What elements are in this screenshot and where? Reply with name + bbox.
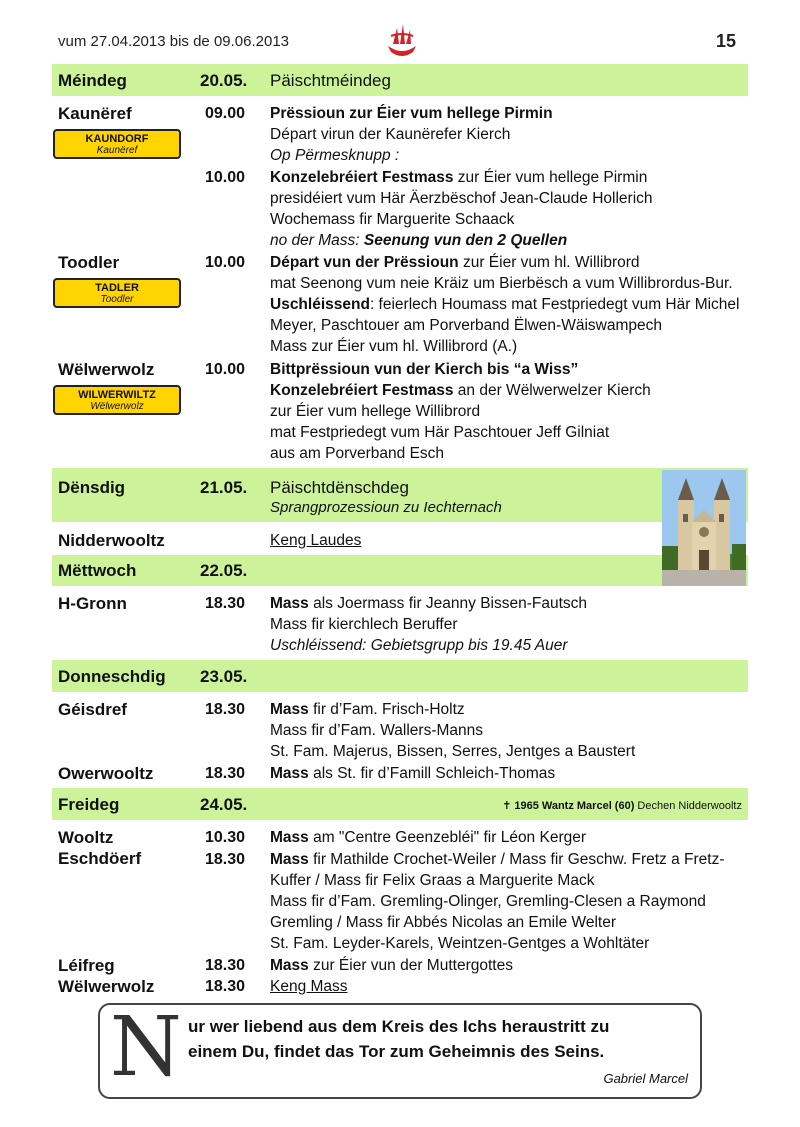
memorial-note <box>502 799 742 812</box>
event-line: Mass fir kierchlech Beruffer <box>270 616 458 633</box>
date-range: vum 27.04.2013 bis de 09.06.2013 <box>58 33 290 50</box>
time: 10.30 <box>205 829 246 846</box>
event-line <box>270 382 651 400</box>
town-sign <box>53 129 181 159</box>
event-line: Kuffer / Mass fir Felix Graas a Marguerite Mack <box>270 872 595 889</box>
town-sign <box>53 385 181 415</box>
day-date: 23.05. <box>200 667 248 686</box>
event-text: zur Éier vun der Muttergottes <box>308 957 513 974</box>
event-line <box>270 147 399 165</box>
day-band-thursday <box>52 660 748 692</box>
event-text: an der Wëlwerwelzer Kierch <box>453 382 651 399</box>
quote-author: Gabriel Marcel <box>603 1071 688 1086</box>
event-title: Konzelebréiert Festmass <box>270 169 454 186</box>
event-text: am "Centre Geenzebléi" fir Léon Kerger <box>308 829 587 846</box>
day-date: 20.05. <box>200 71 248 90</box>
place-name: Géisdref <box>58 700 127 719</box>
town-sign-name: TADLER <box>95 282 139 294</box>
event-title: Mass <box>270 829 309 846</box>
time: 18.30 <box>205 701 246 718</box>
event-text: zur Éier vum hellege Pirmin <box>453 169 648 186</box>
day-date: 22.05. <box>200 561 248 580</box>
time: 18.30 <box>205 957 246 974</box>
willibrord-logo-icon <box>385 22 419 58</box>
quote-line: ur wer liebend aus dem Kreis des Ichs heraustritt zu <box>188 1017 610 1036</box>
event-title: Seenung vun den 2 Quellen <box>363 232 568 249</box>
event-line <box>270 296 740 314</box>
event-text: fir d’Fam. Frisch-Holtz <box>308 701 465 718</box>
place-name: Wooltz <box>58 828 114 847</box>
town-sign <box>53 278 181 308</box>
event-title: Mass <box>270 851 309 868</box>
place-name: H-Gronn <box>58 594 127 613</box>
day-name: Mëttwoch <box>58 561 137 580</box>
day-name: Dënsdig <box>58 478 126 497</box>
memorial-name: ✝ 1965 Wantz Marcel (60) <box>502 800 635 812</box>
place-name: Léifreg <box>58 956 115 975</box>
quote-drop-cap: N <box>110 1000 182 1095</box>
event-line: mat Seenong vum neie Kräiz um Bierbësch a vum Willibrordus-Bur. <box>270 275 733 292</box>
time: 18.30 <box>205 765 246 782</box>
event-text: fir Mathilde Crochet-Weiler / Mass fir Geschw. Fretz a Fretz- <box>308 851 725 868</box>
memorial-role: Dechen Nidderwooltz <box>634 800 742 812</box>
quote-box <box>98 1000 702 1099</box>
event-line: Keng Mass <box>270 978 348 995</box>
event-line <box>270 169 647 187</box>
page-number: 15 <box>715 31 736 51</box>
event-line <box>270 851 725 869</box>
event-line: zur Éier vum hellege Willibrord <box>270 403 481 420</box>
event-title: Uschléissend <box>270 296 370 313</box>
place-name: Wëlwerwolz <box>58 360 155 379</box>
event-title: Prëssioun zur Éier vum hellege Pirmin <box>270 105 553 122</box>
event-line: Mass fir d’Fam. Gremling-Olinger, Gremling-Clesen a Raymond <box>270 893 706 910</box>
event-title: Mass <box>270 957 309 974</box>
event-line <box>270 957 513 975</box>
event-title: Konzelebréiert Festmass <box>270 382 454 399</box>
event-line: St. Fam. Majerus, Bissen, Serres, Jentges a Baustert <box>270 743 636 760</box>
day-date: 24.05. <box>200 795 248 814</box>
town-sign-local: Wëlwerwolz <box>90 401 144 412</box>
place-name: Eschdöerf <box>58 849 142 868</box>
basilica-photo <box>662 470 746 586</box>
feast-subtitle: Sprangprozessioun zu Iechternach <box>270 499 502 516</box>
time: 09.00 <box>205 105 246 122</box>
event-line <box>270 254 640 272</box>
town-sign-name: KAUNDORF <box>85 133 149 145</box>
time: 10.00 <box>205 361 246 378</box>
day-name: Freideg <box>58 795 120 814</box>
place-name: Owerwooltz <box>58 764 154 783</box>
event-note: no der Mass: <box>270 232 364 249</box>
event-line <box>270 105 553 123</box>
event-line <box>270 829 586 847</box>
feast-name: Päischtdënschdeg <box>270 478 409 497</box>
event-line: Mass fir d’Fam. Wallers-Manns <box>270 722 484 739</box>
time: 18.30 <box>205 851 246 868</box>
quote-line: einem Du, findet das Tor zum Geheimnis des Seins. <box>188 1042 605 1061</box>
day-band-monday <box>52 64 748 96</box>
feast-name: Päischtméindeg <box>270 71 391 90</box>
day-name: Donneschdig <box>58 667 166 686</box>
place-name: Wëlwerwolz <box>58 977 155 996</box>
event-title: Bittprëssioun vun der Kierch bis “a Wiss” <box>270 361 579 378</box>
event-line: mat Festpriedegt vum Här Paschtouer Jeff Gilniat <box>270 424 610 441</box>
event-note: Op Përmesknupp : <box>270 147 400 164</box>
day-band-friday <box>52 788 748 820</box>
event-line <box>270 637 568 655</box>
event-title: Mass <box>270 765 309 782</box>
event-line: Mass zur Éier vum hl. Willibrord (A.) <box>270 338 518 355</box>
event-text: : feierlech Houmass mat Festpriedegt vum Här Michel <box>369 296 740 313</box>
event-line: Meyer, Paschtouer am Porverband Ëlwen-Wäiswampech <box>270 317 662 334</box>
event-text: als St. fir d’Famill Schleich-Thomas <box>308 765 556 782</box>
event-line <box>270 361 578 379</box>
event-line <box>270 765 555 783</box>
day-name: Méindeg <box>58 71 127 90</box>
town-sign-local: Toodler <box>100 294 134 305</box>
event-line: presidéiert vum Här Äerzbëschof Jean-Claude Hollerich <box>270 190 653 207</box>
day-band-wednesday <box>52 555 748 586</box>
event-line <box>270 232 567 250</box>
event-note: Uschléissend: Gebietsgrupp bis 19.45 Auer <box>270 637 568 654</box>
town-sign-local: Kaunëref <box>96 145 138 156</box>
event-line: Gremling / Mass fir Abbés Nicolas an Emile Welter <box>270 914 616 931</box>
event-title: Mass <box>270 701 309 718</box>
event-text: zur Éier vum hl. Willibrord <box>458 254 640 271</box>
event-text: als Joermass fir Jeanny Bissen-Fautsch <box>308 595 588 612</box>
time: 18.30 <box>205 595 246 612</box>
event-title: Départ vun der Prëssioun <box>270 254 459 271</box>
place-name: Kaunëref <box>58 104 132 123</box>
day-band-tuesday <box>52 468 748 522</box>
time: 10.00 <box>205 169 246 186</box>
event-line: Départ virun der Kaunërefer Kierch <box>270 126 511 143</box>
event-line <box>270 701 465 719</box>
event-line <box>270 595 587 613</box>
event-title: Mass <box>270 595 309 612</box>
event-line: Keng Laudes <box>270 532 362 549</box>
time: 10.00 <box>205 254 246 271</box>
event-line: aus am Porverband Esch <box>270 445 445 462</box>
event-line: Wochemass fir Marguerite Schaack <box>270 211 515 228</box>
place-name: Toodler <box>58 253 120 272</box>
day-date: 21.05. <box>200 478 248 497</box>
event-line: St. Fam. Leyder-Karels, Weintzen-Gentges a Wohltäter <box>270 935 650 952</box>
town-sign-name: WILWERWILTZ <box>78 389 156 401</box>
time: 18.30 <box>205 978 246 995</box>
place-name: Nidderwooltz <box>58 531 165 550</box>
